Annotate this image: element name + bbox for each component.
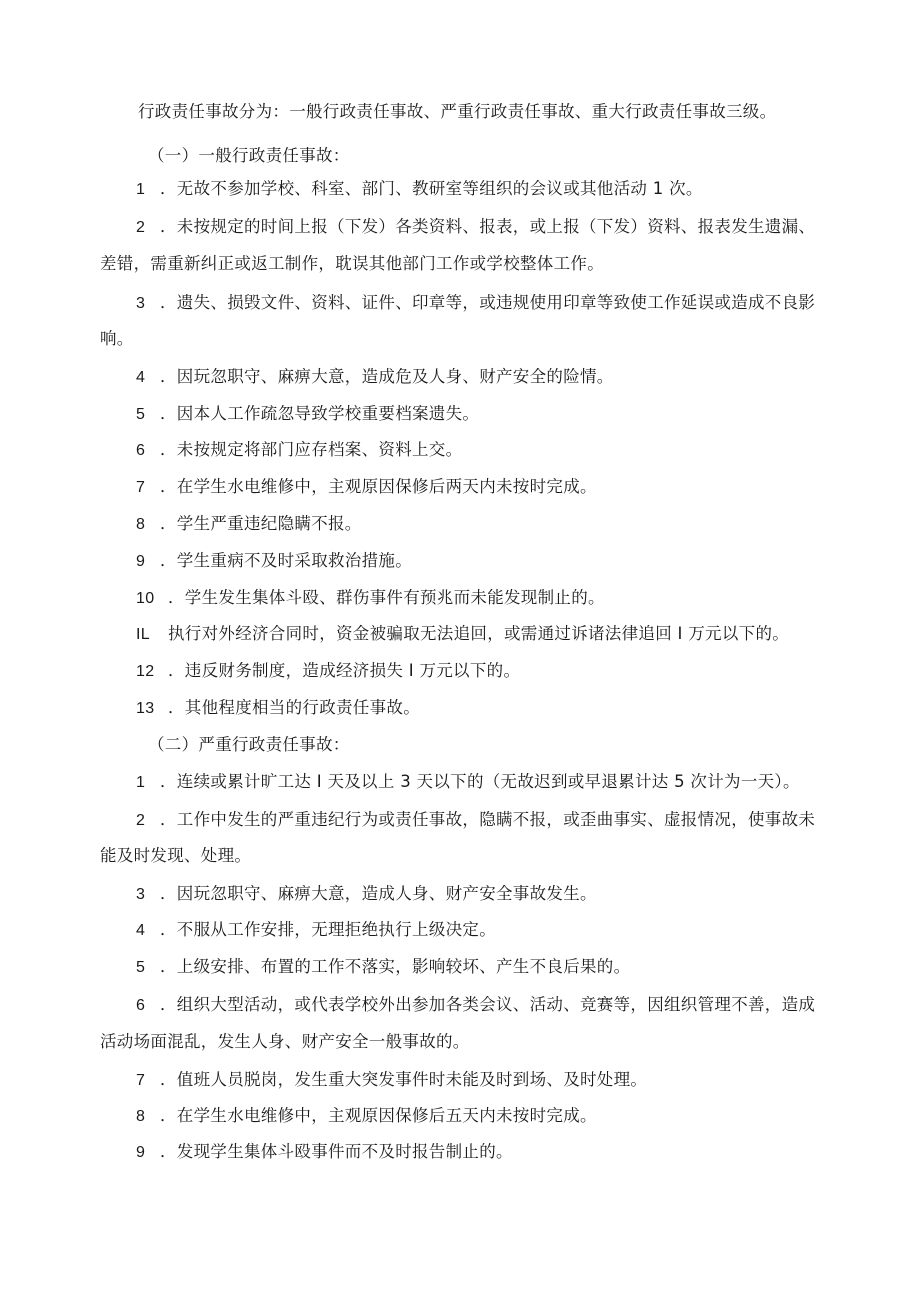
item-text: ．学生严重违纪隐瞒不报。 [160, 514, 362, 533]
list-item [136, 403, 479, 426]
list-item [136, 178, 703, 201]
list-item [136, 883, 597, 906]
item-text: ．值班人员脱岗，发生重大突发事件时未能及时到场、及时处理。 [160, 1070, 648, 1089]
item-number: 7 [136, 1072, 146, 1089]
item-continuation: 响。 [100, 329, 134, 348]
item-continuation: 差错，需重新纠正或返工制作，耽误其他部门工作或学校整体工作。 [100, 254, 604, 273]
item-text: ．无故不参加学校、科室、部门、教研室等组织的会议或其他活动 1 次。 [160, 179, 703, 198]
item-text: ．违反财务制度，造成经济损失 I 万元以下的。 [168, 661, 521, 680]
item-continuation: 活动场面混乱，发生人身、财产安全一般事故的。 [100, 1032, 470, 1051]
item-number: 10 [136, 590, 155, 607]
item-text: ．上级安排、布置的工作不落实，影响较坏、产生不良后果的。 [160, 957, 631, 976]
item-number: 9 [136, 1144, 146, 1161]
item-number: 13 [136, 700, 155, 717]
item-text: ．发现学生集体斗殴事件而不及时报告制止的。 [160, 1142, 513, 1161]
list-item [136, 771, 800, 794]
section-heading-general: （一）一般行政责任事故： [148, 146, 350, 165]
item-text: ．不服从工作安排，无理拒绝执行上级决定。 [160, 920, 496, 939]
item-number: 2 [136, 219, 146, 236]
list-item [136, 550, 412, 573]
item-number: 9 [136, 553, 146, 570]
item-number: 1 [136, 774, 146, 791]
list-item [136, 956, 630, 979]
list-item [136, 513, 362, 536]
item-text: ．在学生水电维修中，主观原因保修后五天内未按时完成。 [160, 1106, 597, 1125]
item-text: ．工作中发生的严重违纪行为或责任事故，隐瞒不报，或歪曲事实、虚报情况，使事故未 [160, 810, 816, 829]
item-text: ．连续或累计旷工达 I 天及以上 3 天以下的（无故迟到或早退累计达 5 次计为一天）。 [160, 772, 800, 791]
item-number: 4 [136, 922, 146, 939]
item-text: ．未按规定的时间上报（下发）各类资料、报表，或上报（下发）资料、报表发生遗漏、 [160, 217, 816, 236]
item-text: ．因玩忽职守、麻痹大意，造成危及人身、财产安全的险情。 [160, 367, 614, 386]
item-text: ．组织大型活动，或代表学校外出参加各类会议、活动、竞赛等，因组织管理不善，造成 [160, 995, 816, 1014]
item-text: ．因玩忽职守、麻痹大意，造成人身、财产安全事故发生。 [160, 884, 597, 903]
list-item [136, 366, 614, 389]
item-text: ．未按规定将部门应存档案、资料上交。 [160, 440, 463, 459]
item-number: 4 [136, 369, 146, 386]
item-text: ．遗失、损毁文件、资料、证件、印章等，或违规使用印章等致使工作延误或造成不良影 [160, 293, 816, 312]
list-item [136, 1105, 597, 1128]
list-item [136, 660, 520, 683]
item-number: 1 [136, 181, 146, 198]
item-number: 8 [136, 516, 146, 533]
list-item [136, 697, 420, 720]
item-text: ．其他程度相当的行政责任事故。 [168, 698, 420, 717]
item-number: IL [136, 626, 150, 643]
item-text: ．在学生水电维修中，主观原因保修后两天内未按时完成。 [160, 477, 597, 496]
list-item [136, 587, 605, 610]
item-number: 3 [136, 295, 146, 312]
item-number: 5 [136, 959, 146, 976]
item-number: 12 [136, 663, 155, 680]
list-item [136, 216, 815, 239]
section-heading-serious: （二）严重行政责任事故： [148, 735, 350, 754]
item-number: 7 [136, 479, 146, 496]
list-item [136, 476, 597, 499]
item-text: ．学生重病不及时采取救治措施。 [160, 551, 412, 570]
list-item [136, 439, 462, 462]
item-number: 8 [136, 1108, 146, 1125]
list-item [136, 994, 815, 1017]
item-continuation: 能及时发现、处理。 [100, 846, 252, 865]
item-text: ．学生发生集体斗殴、群伤事件有预兆而未能发现制止的。 [168, 588, 605, 607]
item-number: 6 [136, 442, 146, 459]
list-item [136, 1141, 513, 1164]
item-number: 5 [136, 406, 146, 423]
list-item [136, 809, 815, 832]
item-number: 2 [136, 812, 146, 829]
list-item [136, 1069, 647, 1092]
list-item [136, 292, 815, 315]
item-number: 6 [136, 997, 146, 1014]
item-text: 执行对外经济合同时，资金被骗取无法追回，或需通过诉诸法律追回 I 万元以下的。 [168, 624, 790, 643]
item-number: 3 [136, 886, 146, 903]
intro-paragraph: 行政责任事故分为：一般行政责任事故、严重行政责任事故、重大行政责任事故三级。 [138, 102, 777, 121]
list-item [136, 919, 496, 942]
item-text: ．因本人工作疏忽导致学校重要档案遗失。 [160, 404, 480, 423]
list-item [136, 623, 789, 646]
